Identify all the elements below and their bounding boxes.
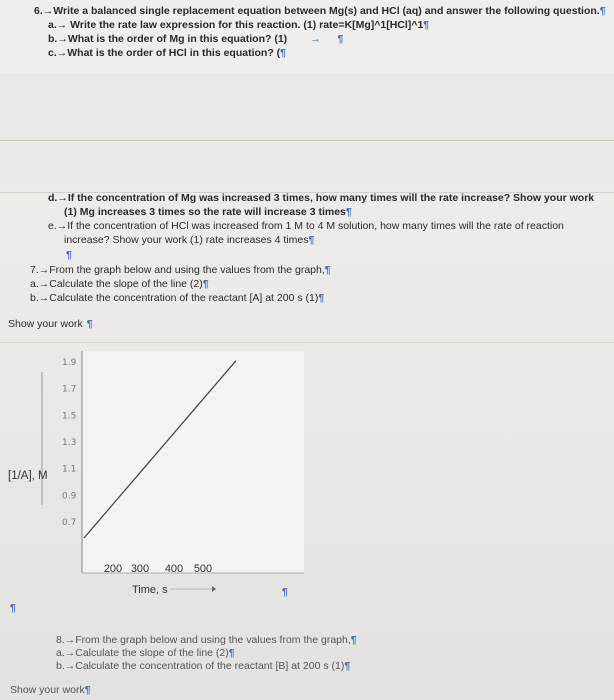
- stray-paragraph-mark: ¶: [282, 586, 288, 598]
- y-tick-label: 0.9: [62, 491, 77, 502]
- q6-part-b: b.→What is the order of Mg in this equation? (1) → ¶: [48, 33, 344, 45]
- q8-title: 8.→From the graph below and using the values from the graph,¶: [56, 634, 357, 646]
- y-tick-label: 1.3: [62, 438, 77, 448]
- q6-part-e: e.→If the concentration of HCl was increased from 1 M to 4 M solution, how many times will the rate of reaction: [48, 220, 564, 232]
- y-tick-label: 1.7: [62, 384, 77, 395]
- x-tick-label: 500: [193, 563, 213, 575]
- q8-show-work: Show your work¶: [10, 684, 91, 696]
- q8-part-a: a.→Calculate the slope of the line (2)¶: [56, 647, 235, 659]
- arrow-head-icon: [212, 586, 216, 592]
- q7-part-b: b.→Calculate the concentration of the reactant [A] at 200 s (1)¶: [30, 292, 325, 304]
- q6-part-a: a.→ Write the rate law expression for this reaction. (1) rate=K[Mg]^1[HCl]^1¶: [48, 19, 430, 31]
- y-tick-label: 1.1: [62, 464, 77, 475]
- plot-area: [82, 351, 304, 573]
- q6-part-d: d.→If the concentration of Mg was increased 3 times, how many times will the rate increase? Show your work: [48, 192, 595, 204]
- q7-show-work: Show your work ¶: [8, 318, 93, 330]
- empty-paragraph-mark: ¶: [66, 249, 72, 261]
- q6-part-d-answer: (1) Mg increases 3 times so the rate will increase 3 times¶: [64, 206, 352, 218]
- q6-title: 6.→Write a balanced single replacement equation between Mg(s) and HCl (aq) and answer the following question.¶: [34, 5, 606, 17]
- y-tick-label: 0.7: [62, 518, 77, 528]
- tab-arrow-icon: →: [310, 33, 321, 45]
- x-tick-label: 400: [164, 563, 184, 575]
- q7-part-a: a.→Calculate the slope of the line (2)¶: [30, 278, 209, 290]
- y-tick-label: 1.9: [62, 358, 77, 368]
- q7-title: 7.→From the graph below and using the values from the graph,¶: [30, 264, 331, 276]
- q6-part-e-answer: increase? Show your work (1) rate increases 4 times¶: [64, 234, 315, 246]
- x-tick-label: 200: [103, 563, 123, 575]
- stray-paragraph-mark: ¶: [10, 602, 16, 614]
- q6-part-c: c.→What is the order of HCl in this equation? (¶: [48, 47, 287, 59]
- x-tick-label: 300: [130, 563, 150, 575]
- y-tick-label: 1.5: [62, 411, 77, 422]
- q8-part-b: b.→Calculate the concentration of the reactant [B] at 200 s (1)¶: [56, 660, 351, 672]
- y-axis-label: [1/A], M: [8, 470, 48, 482]
- x-axis-label: Time, s: [132, 584, 168, 596]
